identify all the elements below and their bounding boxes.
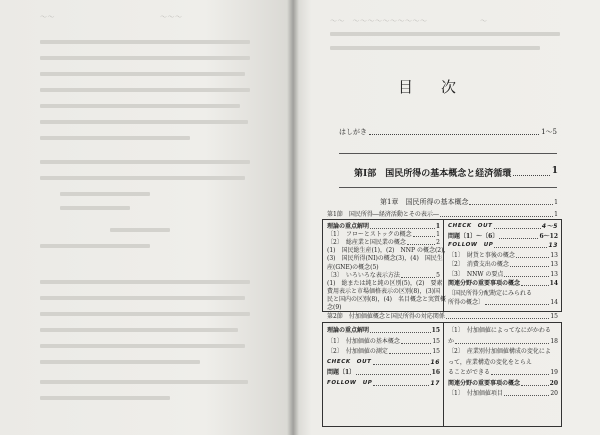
entry-label: 〔1〕 付加価値の基本概念 [327,337,400,345]
ghost-line [40,160,250,164]
section-label: 第1節 国民所得―経済活動とその表示― [327,211,439,218]
entry-label: CHECK OUT [448,223,493,229]
entry-page: 13 [550,251,558,259]
entry-label: 〔1〕 フローとストックの概念 [327,231,412,239]
toc-entry[interactable] [327,369,440,376]
entry-page: 4〜5 [541,223,558,230]
entry-label: 民と国内の区別(8)，(4) 名目概念と実質概 [327,295,446,303]
entry-page: 6〜12 [539,232,558,240]
entry-page: 16 [431,369,440,376]
preface-label: はしがき [339,128,367,136]
entry-label: ることができる [448,369,491,376]
preface-page: 1〜5 [541,128,557,136]
entry-label: って，産業構造の変化をとらえ [448,358,532,366]
leader-dots [446,318,550,319]
ghost-line [40,176,245,180]
entry-label: 所得の概念〕 [448,299,485,306]
ghost-line [40,120,248,124]
toc-entry[interactable] [448,380,558,387]
toc-chapter-1[interactable] [380,199,558,206]
entry-label: 問題〔1〕〜〔6〕 [448,232,499,240]
entry-label: FOLLOW UP [448,242,494,248]
entry-page: 14 [550,299,558,306]
ghost-line [110,228,170,232]
entry-page: 15 [432,337,440,345]
toc-entry[interactable] [327,231,440,238]
section-label: 第2節 付加価値概念と国民所得の対応関係 [327,313,445,320]
leader-dots [513,166,550,176]
toc-entry[interactable] [448,280,558,287]
ghost-line [40,312,250,316]
entry-label: 〔2〕 付加価値の測定 [327,348,388,355]
leader-dots [516,257,550,258]
entry-label: (1) 国民総生産(1)，(2) NNP の概念(2)， [327,247,450,255]
toc-entry[interactable] [327,239,440,246]
part-rule-top [339,153,557,154]
toc-entry[interactable] [448,252,558,259]
leader-dots [389,353,432,354]
entry-label: CHECK OUT [327,358,372,365]
toc-entry[interactable] [327,279,443,287]
toc-entry[interactable] [448,299,558,306]
left-page [0,0,293,435]
entry-page: 1 [435,223,440,230]
toc-entry[interactable] [327,288,440,295]
leader-dots [521,285,549,286]
toc-entry[interactable] [327,272,440,279]
entry-label: 関連分野の重要事項の概念 [448,280,521,287]
entry-label: 〔1〕 付加価値項目 [448,390,503,397]
entry-label: 理論の重点解明 [327,327,370,334]
toc-entry[interactable] [327,255,443,263]
ghost-line [40,360,200,364]
leader-dots [455,343,549,344]
leader-dots [521,385,549,386]
toc-entry[interactable] [448,390,558,397]
leader-dots [407,244,435,245]
entry-label: 産(GNE)の概念(5) [327,263,379,271]
ghost-running-head: ～～ ～～～ [40,13,183,21]
entry-label: 〔国民所得分配勘定にみられる [448,289,533,297]
entry-page: 5 [436,271,440,279]
entry-page: 15 [432,348,440,355]
entry-label: 理論の重点解明 [327,223,370,230]
chapter-page: 1 [554,199,558,206]
leader-dots [373,385,429,386]
entry-page: 2 [436,239,440,247]
leader-dots [370,228,435,229]
entry-label: (1) 総または純と純の区別(5)，(2) 要素 [327,279,443,287]
entry-label: 〔1〕 付加価値によってなにがかわる [448,327,551,334]
entry-label: (3) 国民所得(NI)の概念(3)，(4) 国民生 [327,255,443,263]
part-label: 第Ⅰ部 国民所得の基本概念と経済循環 [354,169,512,179]
entry-label: 費用表示と市場価格表示の区別(8)，(3)国 [327,287,440,295]
ghost-line [40,56,250,60]
entry-label: 〔2〕 総産業と国民業の概念 [327,239,406,247]
entry-page: 13 [550,261,558,268]
ghost-line [40,296,245,300]
toc-entry[interactable] [448,223,558,230]
entry-page: 15 [431,327,440,334]
entry-page: 17 [430,379,440,387]
entry-label: か [448,337,455,345]
entry-page: 1 [436,231,440,239]
leader-dots [485,304,549,305]
toc-entry[interactable] [448,369,558,376]
toc-entry[interactable] [327,359,440,366]
ghost-line [40,280,250,284]
toc-entry[interactable] [327,223,440,230]
ghost-running-head: ～～ ～～～～～～～～～～ ～ [330,17,488,25]
leader-dots [504,276,549,277]
part-rule-bottom [339,187,557,188]
toc-preface[interactable] [339,127,557,137]
entry-label: 関連分野の重要事項の概念 [448,379,521,387]
ghost-line [40,88,250,92]
entry-page: 14 [549,280,558,287]
entry-page: 16 [430,358,440,366]
leader-dots [401,277,435,278]
ghost-line [40,72,245,76]
entry-label: 〔3〕 いろいろな表示方法 [327,271,400,279]
leader-dots [469,204,553,205]
ghost-line [40,104,240,108]
entry-page: 13 [550,270,558,278]
ghost-line [40,40,250,44]
toc-part-1[interactable] [354,166,558,179]
part-page: 1 [551,166,558,176]
ghost-line [40,244,150,248]
toc-title: 目次 [398,78,485,96]
leader-dots [491,374,549,375]
entry-label: 〔3〕 NNW の要点 [448,270,504,278]
ghost-line [330,32,560,36]
entry-page: 13 [548,242,558,249]
toc-entry[interactable] [448,327,558,334]
leader-dots [413,236,436,237]
leader-dots [510,266,550,267]
section-page: 1 [554,211,558,218]
leader-dots [499,238,538,239]
entry-label: 問題〔1〕 [327,369,356,376]
ghost-line [330,46,540,50]
toc-entry[interactable] [327,264,440,271]
gutter-shadow [287,0,299,435]
leader-dots [494,247,547,248]
entry-label: FOLLOW UP [327,379,373,386]
leader-dots [494,228,541,229]
entry-label: 〔2〕 消費支出の概念 [448,261,509,268]
toc-entry[interactable] [327,348,440,355]
ghost-line [40,344,245,348]
toc-entry[interactable] [327,304,440,311]
toc-entry[interactable] [448,261,558,268]
ghost-line [40,396,170,400]
chapter-label: 第1章 国民所得の基本概念 [380,198,469,206]
toc-entry[interactable] [327,247,450,255]
leader-dots [370,332,431,333]
ghost-line [40,380,248,384]
toc-entry[interactable] [327,338,440,345]
toc-entry[interactable] [448,348,558,355]
entry-page: 18 [550,337,558,345]
entry-label: 〔1〕 財貨と事後の概念 [448,251,515,259]
ghost-line [40,328,238,332]
toc-entry[interactable] [448,271,558,278]
leader-dots [373,364,430,365]
ghost-line [60,206,130,210]
toc-section-1[interactable] [327,211,558,218]
toc-section-2[interactable] [327,313,558,320]
ghost-line [40,136,190,140]
entry-page: 20 [549,379,558,387]
toc-entry[interactable] [448,359,558,366]
entry-label: 念(9) [327,304,342,311]
toc-entry[interactable] [327,295,446,303]
section-page: 15 [550,313,558,320]
leader-dots [440,216,553,217]
toc-entry[interactable] [327,380,440,387]
entry-page: 20 [550,390,558,397]
column-divider [443,322,444,426]
toc-entry[interactable] [448,242,558,249]
leader-dots [401,343,432,344]
toc-entry[interactable] [448,233,558,240]
entry-page: 19 [550,369,558,376]
leader-dots [504,395,550,396]
toc-entry[interactable] [448,290,558,297]
leader-dots [369,127,539,135]
entry-label: 〔2〕 産業別付加価値構成の変化によ [448,348,551,355]
toc-entry[interactable] [327,327,440,334]
ghost-line [60,192,150,196]
toc-entry[interactable] [448,338,558,345]
leader-dots [356,374,430,375]
